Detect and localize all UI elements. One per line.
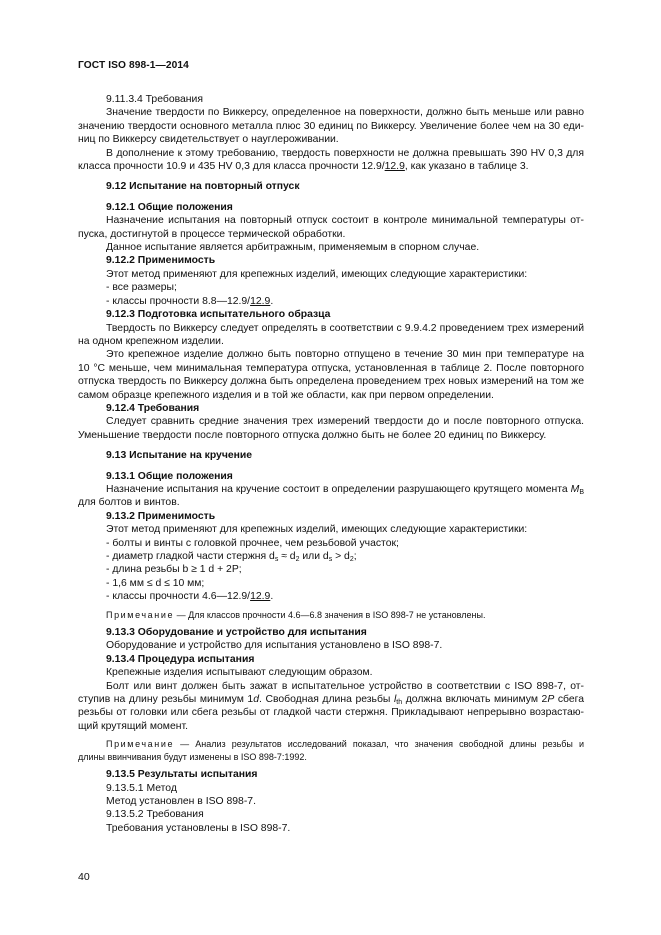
- paragraph-line: Следует сравнить средние значения трех измерений твердости до и после повторного отпуска.: [106, 416, 584, 428]
- subsection-title-9-11-3-4: 9.11.3.4 Требования: [106, 94, 203, 105]
- subsection-title-9-12-1: 9.12.1 Общие положения: [106, 201, 233, 213]
- paragraph-line: Данное испытание является арбитражным, применяемым в спорном случае.: [106, 242, 480, 254]
- note-label: Примечание: [106, 609, 175, 620]
- paragraph-line: Значение твердости по Виккерсу, определенное на поверхности, должно быть меньше или равно: [106, 107, 584, 119]
- subsection-title-9-12-2: 9.12.2 Применимость: [106, 255, 216, 267]
- list-item: - диаметр гладкой части стержня $d_s \approx d_2$ или $d_s > d_2$;: [106, 551, 357, 563]
- list-item: - все размеры;: [106, 282, 177, 294]
- paragraph-line: Назначение испытания на повторный отпуск состоит в контроле минимальной температуры от-: [106, 215, 584, 227]
- paragraph-line: для болтов и винтов.: [78, 497, 180, 509]
- subsection-title-9-13-1: 9.13.1 Общие положения: [106, 470, 233, 482]
- note-label: Примечание: [106, 739, 175, 750]
- paragraph-line: самом образце крепежного изделия и в той же области, как при первом определении.: [78, 389, 494, 401]
- paragraph-line: на одном крепежном изделии.: [78, 335, 224, 347]
- subsection-title-9-13-3: 9.13.3 Оборудование и устройство для испытания: [106, 627, 367, 639]
- note-2: Примечание — Анализ результатов исследований показал, что значения свободной длины резьбы и: [106, 739, 584, 750]
- paragraph-line: Твердость по Виккерсу следует определять в соответствии с 9.9.4.2 проведением трех измерений: [106, 322, 584, 334]
- paragraph-line: Уменьшение твердости после повторного отпуска должно быть не более 20 единиц по Виккерсу.: [78, 429, 547, 441]
- paragraph-line: 10 °C меньше, чем минимальная температура отпуска, установленная в таблице 2. После повторного: [78, 362, 584, 374]
- page-number: 40: [78, 871, 90, 883]
- paragraph-line: ниц по Виккерсу свидетельствует о науглероживании.: [78, 134, 339, 146]
- subsubsection-title: 9.13.5.1 Метод: [106, 782, 177, 794]
- list-item: - болты и винты с головкой прочнее, чем резьбовой участок;: [106, 537, 399, 549]
- standard-header: ГОСТ ISO 898-1—2014: [78, 60, 189, 71]
- list-item: - классы прочности 8.8—12.9/12.9.: [106, 295, 274, 307]
- list-item: - 1,6 мм ≤ d ≤ 10 мм;: [106, 577, 205, 589]
- paragraph-line: Крепежные изделия испытывают следующим образом.: [106, 667, 373, 679]
- paragraph-line: Этот метод применяют для крепежных изделий, имеющих следующие характеристики:: [106, 524, 528, 536]
- paragraph-line: Болт или винт должен быть зажат в испытательное устройство в соответствии с ISO 898-7, от-: [106, 680, 584, 692]
- paragraph-line: Назначение испытания на кручение состоит в определении разрушающего крутящего момента $M_B$: [106, 483, 584, 496]
- paragraph-line: щий крутящий момент.: [78, 720, 188, 732]
- paragraph-line: пуска, достигнутой в процессе термической обработки.: [78, 228, 346, 240]
- list-item: - классы прочности 4.6—12.9/12.9.: [106, 591, 274, 603]
- list-item: - длина резьбы b ≥ 1 d + 2P;: [106, 564, 242, 576]
- paragraph-line: Этот метод применяют для крепежных изделий, имеющих следующие характеристики:: [106, 268, 528, 280]
- paragraph-line: значению твердости основного металла плюс 30 единиц по Виккерсу. Увеличение более чем на 30 еди-: [78, 120, 584, 132]
- paragraph-line: Метод установлен в ISO 898-7.: [106, 795, 256, 807]
- paragraph-line: Требования установлены в ISO 898-7.: [106, 822, 291, 834]
- section-title-9-13: 9.13 Испытание на кручение: [106, 450, 253, 462]
- subsection-title-9-13-5: 9.13.5 Результаты испытания: [106, 769, 258, 781]
- subsection-title-9-13-2: 9.13.2 Применимость: [106, 510, 216, 522]
- paragraph-line: ступив на длину резьбы минимум 1d. Свободная длина резьбы $l_{th}$ должна включать минимум 2P сбега: [78, 694, 584, 707]
- subsection-title-9-13-4: 9.13.4 Процедура испытания: [106, 653, 255, 665]
- note-1: Примечание — Для классов прочности 4.6—6.8 значения в ISO 898-7 не установлены.: [106, 609, 486, 620]
- paragraph-line: отпуска твердость по Виккерсу должна быть определена проведением трех новых измерений на том же: [78, 376, 584, 388]
- subsection-title-9-12-3: 9.12.3 Подготовка испытательного образца: [106, 309, 331, 321]
- section-title-9-12: 9.12 Испытание на повторный отпуск: [106, 181, 300, 193]
- paragraph-line: В дополнение к этому требованию, твердость поверхности не должна превышать 390 HV 0,3 для: [106, 147, 584, 159]
- paragraph-line: резьбы от головки или сбега резьбы от гладкой части стержня. Прикладывают непрерывно возрастаю-: [78, 707, 584, 719]
- paragraph-line: Оборудование и устройство для испытания установлено в ISO 898-7.: [106, 640, 443, 652]
- paragraph-line: класса прочности 10.9 и 435 HV 0,3 для класса прочности 12.9/12.9, как указано в таблице 3.: [78, 161, 529, 173]
- paragraph-line: Это крепежное изделие должно быть повторно отпущено в течение 30 мин при температуре на: [106, 349, 584, 361]
- note-2-line: длины ввинчивания будут изменены в ISO 898-7:1992.: [78, 751, 307, 762]
- underlined-class: 12.9: [384, 161, 405, 173]
- subsubsection-title: 9.13.5.2 Требования: [106, 809, 204, 821]
- document-body: [78, 93, 584, 835]
- subsection-title-9-12-4: 9.12.4 Требования: [106, 402, 200, 414]
